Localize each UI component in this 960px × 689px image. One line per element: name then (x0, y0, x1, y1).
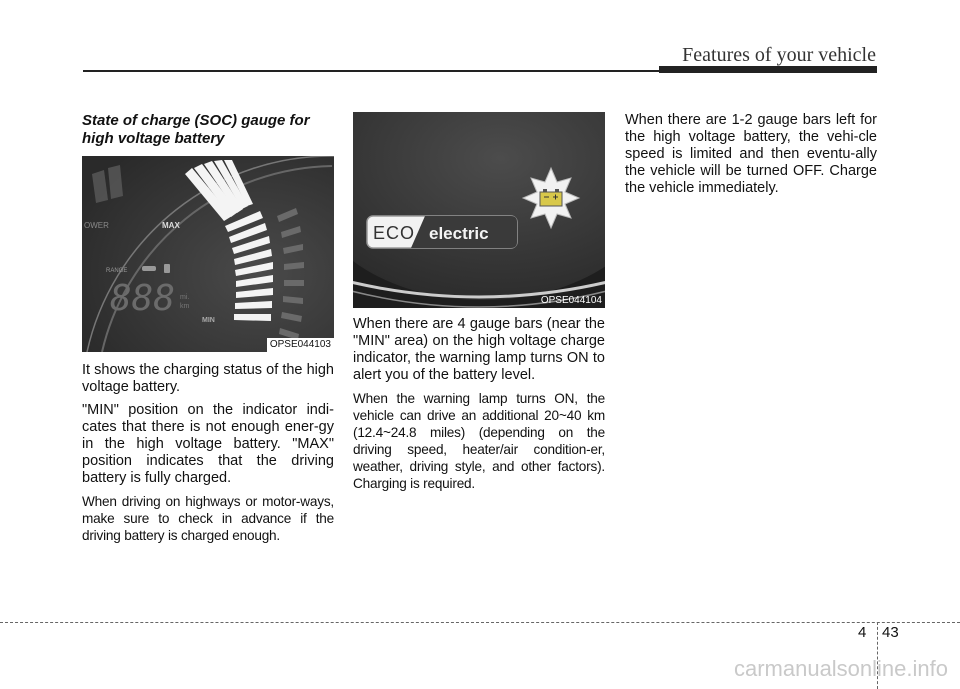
eco-warning-illustration (353, 112, 605, 308)
soc-gauge-figure (82, 156, 334, 352)
units-miles-label: mi. (180, 294, 190, 301)
paragraph: When there are 1-2 gauge bars left for the high voltage battery, the vehi-cle speed is limited and then eventu-ally the vehicle will be turned OFF. Charge the vehicle immediately. (625, 112, 877, 196)
page-header-title: Features of your vehicle (682, 44, 876, 66)
header-rule-thick (659, 66, 877, 73)
paragraph: When the warning lamp turns ON, the vehicle can drive an additional 20~40 km (12.4~24.8 miles) (depending on the driving speed, heater/air condition-er, weather, driving style, and other factors). Charging is required. (353, 391, 605, 491)
footer-rule (0, 622, 960, 623)
right-column (625, 112, 877, 203)
watermark: carmanualsonline.info (733, 656, 948, 681)
eco-electric-badge (367, 216, 517, 248)
power-label: OWER (84, 221, 109, 230)
eco-label: ECO (373, 223, 416, 243)
paragraph: When driving on highways or motor-ways, make sure to check in advance if the driving battery is charged enough. (82, 494, 334, 543)
units-km-label: km (180, 303, 190, 310)
electric-label: electric (429, 224, 489, 243)
car-icon (142, 266, 156, 271)
paragraph: It shows the charging status of the high voltage battery. (82, 362, 334, 395)
paragraph: When there are 4 gauge bars (near the "MIN" area) on the high voltage charge indicator, the warning lamp turns ON to alert you of the battery level. (353, 316, 605, 383)
range-label: RANGE (106, 268, 128, 274)
figure-code: OPSE044104 (540, 295, 602, 306)
figure-code: OPSE044103 (267, 338, 334, 352)
plug-icon (164, 264, 170, 273)
section-title: State of charge (SOC) gauge for high voltage battery (82, 112, 310, 147)
eco-warning-figure (353, 112, 605, 308)
chapter-number: 4 (858, 624, 867, 641)
max-label: MAX (162, 221, 180, 230)
paragraph: "MIN" position on the indicator indi-cates that there is not enough ener-gy in the high voltage battery. "MAX" position indicates that the driving battery is fully charged. (82, 402, 334, 486)
middle-column (353, 112, 605, 498)
page-number: 43 (882, 624, 899, 641)
battery-warning-icon (540, 189, 562, 206)
min-label: MIN (202, 317, 215, 324)
range-digits: 888 (110, 278, 176, 319)
left-column (82, 112, 334, 550)
header-rule (83, 70, 661, 72)
soc-gauge-illustration (82, 156, 334, 352)
